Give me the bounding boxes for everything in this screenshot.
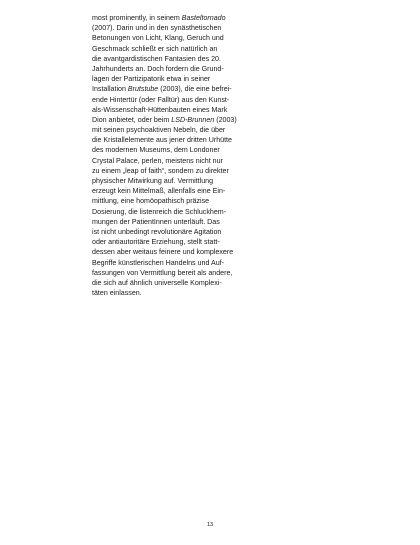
text-line [92, 186, 267, 196]
text-segment: Geschmack schließt er sich natürlich an [92, 44, 218, 53]
text-segment: physischer Mitwirkung auf. Vermittlung [92, 177, 214, 185]
text-segment: ende Hintertür (oder Falltür) aus den Kunst- [92, 95, 230, 104]
text-line [92, 268, 267, 278]
text-segment: mit seinen psychoaktiven Nebeln, die über [92, 126, 226, 135]
text-segment: des modernen Museums, dem Londoner [92, 146, 220, 155]
text-segment: Crystal Palace, perlen, meistens nicht nur [92, 156, 223, 165]
text-line [92, 278, 267, 288]
text-line [92, 105, 267, 115]
text-segment: zu einem „leap of faith“, sondern zu direkter [92, 166, 229, 175]
text-line [92, 288, 267, 298]
text-line [92, 176, 267, 186]
text-segment: ist nicht unbedingt revolutionäre Agitation [92, 227, 222, 236]
text-line [92, 217, 267, 227]
page-number: 13 [206, 522, 214, 528]
italic-title: Brutstube [127, 85, 159, 94]
text-segment: (2003) [214, 115, 237, 124]
text-segment: (2003), die eine befrei- [158, 85, 232, 94]
text-line [92, 33, 267, 43]
text-segment: als-Wissenschaft-Hüttenbauten eines Mark [92, 105, 228, 114]
text-line [92, 166, 267, 176]
text-line [92, 196, 267, 206]
text-line [92, 44, 267, 54]
text-segment: Dion anbietet, oder beim [92, 115, 172, 124]
text-segment: Dosierung, die listenreich die Schluckhem- [92, 207, 227, 216]
italic-title: LSD-Brunnen [171, 115, 215, 124]
text-line [92, 135, 267, 145]
text-segment: oder antiautoritäre Erziehung, stellt statt- [92, 238, 220, 247]
text-segment: erzeugt kein Mittelmaß, allenfalls eine Ein- [92, 187, 226, 196]
text-line [92, 125, 267, 135]
text-segment: fassungen von Vermittlung bereit als andere, [92, 268, 233, 277]
text-line [92, 145, 267, 155]
text-line [92, 227, 267, 237]
text-segment: die avantgardistischen Fantasien des 20. [92, 54, 221, 63]
text-line [92, 258, 267, 268]
text-segment: täten einlassen. [92, 289, 142, 298]
text-line [92, 54, 267, 64]
text-segment: Begriffe künstlerischen Handelns und Auf- [92, 258, 224, 267]
text-segment: dessen aber weitaus feinere und komplexere [92, 248, 234, 257]
text-line [92, 207, 267, 217]
text-line [92, 23, 267, 33]
text-line [92, 237, 267, 247]
text-segment: Betonungen von Licht, Klang, Geruch und [92, 34, 224, 43]
body-paragraph [92, 13, 267, 298]
text-segment: Jahrhunderts an. Doch fordern die Grund- [92, 64, 224, 73]
italic-title: Basteltornado [181, 14, 226, 22]
text-line [92, 95, 267, 105]
body-text-column [92, 13, 267, 298]
text-line [92, 13, 267, 23]
text-segment: die sich auf ähnlich universelle Komplexi- [92, 278, 222, 287]
text-segment: Installation [92, 85, 128, 94]
text-line [92, 156, 267, 166]
text-segment: die Kristallelemente aus jener dritten Urhütte [92, 136, 232, 145]
text-line [92, 115, 267, 125]
text-line [92, 247, 267, 257]
text-segment: mungen der PatientInnen unterläuft. Das [92, 217, 220, 226]
text-segment: (2007). Darin und in den synästhetischen [92, 24, 222, 33]
text-line [92, 74, 267, 84]
text-segment: lagen der Partizipatorik etwa in seiner [92, 75, 211, 84]
text-segment: mittlung, eine homöopathisch präzise [92, 197, 210, 206]
text-line [92, 64, 267, 74]
text-line [92, 84, 267, 94]
text-segment: most prominently, in seinem [92, 14, 182, 22]
